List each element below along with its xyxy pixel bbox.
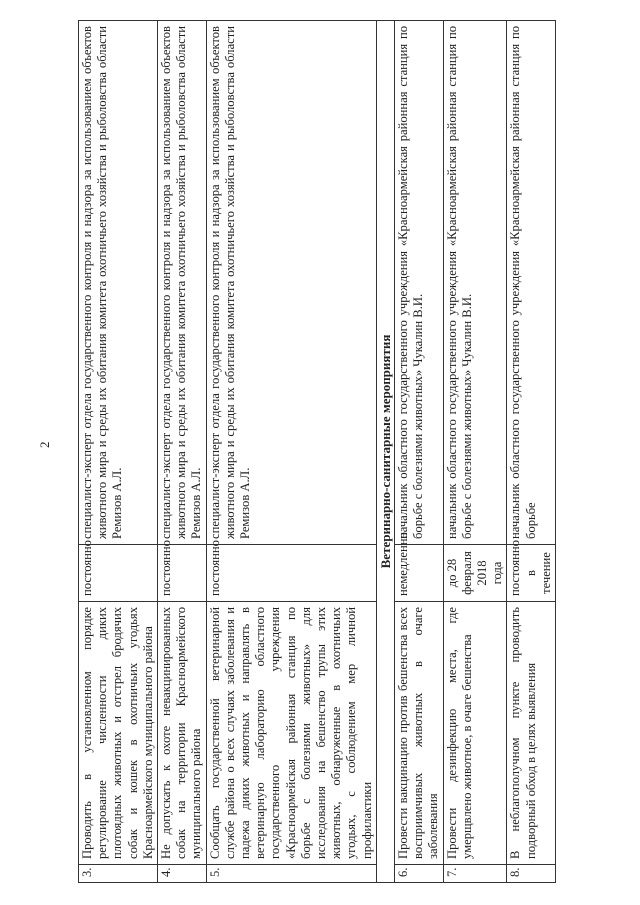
measure-term: немедленно [395,545,444,602]
page-number: 2 [37,441,52,448]
table-row [158,21,207,883]
measure-description: Проводить в установленном порядке регулирование численности диких плотоядных животных и отстрел бродячих собак и кошек в охотничьих угодьях Красноармейского муниципального района [79,602,158,865]
measure-responsible: специалист-эксперт отдела государственного контроля и надзора за использованием объектов животного мира и среды их обитания комитета охотничьего хозяйства и рыболовства области Ремизов А.Л. [158,21,207,545]
measure-description: Провести вакцинацию против бешенства всех восприимчивых животных в очаге заболевания [395,602,444,865]
measure-responsible: специалист-эксперт отдела государственного контроля и надзора за использованием объектов животного мира и среды их обитания комитета охотничьего хозяйства и рыболовства области Ремизов А.Л. [79,21,158,545]
row-number: 7. [443,865,507,883]
row-number: 3. [79,865,158,883]
measures-table [78,20,556,883]
table-row [443,21,507,883]
row-number: 5. [206,865,376,883]
measure-description: В неблагополучном пункте проводить подворный обход в целях выявления [507,602,556,865]
measure-term: постоянно в течение [507,545,556,602]
measure-term: постоянно [158,545,207,602]
measure-responsible: начальник областного государственного учреждения «Красноармейская районная станция по борьбе с болезнями животных» Чукалин В.И. [395,21,444,545]
row-number: 6. [395,865,444,883]
row-number: 8. [507,865,556,883]
measure-description: Сообщать государственной ветеринарной службе района о всех случаях заболевания и падежа диких животных и направлять в ветеринарную лабораторию областного государственного учреждения «Красноармейская районная станция по борьбе с болезнями животных» для исследования на бешенство трупы этих животных, обнаруженные в охотничьих угодьях, с соблюдением мер личной профилактики [206,602,376,865]
measure-responsible: начальник областного государственного учреждения «Красноармейская районная станция по борьбе с болезнями животных» Чукалин В.И. [443,21,507,545]
section-header-row [376,21,394,883]
measure-term: постоянно [79,545,158,602]
table-row [206,21,376,883]
table-row [395,21,444,883]
measure-responsible: начальник областного государственного учреждения «Красноармейская районная станция по борьбе [507,21,556,545]
table-row [507,21,556,883]
row-number: 4. [158,865,207,883]
table-row [79,21,158,883]
measure-description: Провести дезинфекцию места, где умерщвлено животное, в очаге бешенства [443,602,507,865]
measure-term: постоянно [206,545,376,602]
measure-term: до 28 февраля 2018 года [443,545,507,602]
section-title: Ветеринарно-санитарные мероприятия [376,21,394,883]
measure-responsible: специалист-эксперт отдела государственного контроля и надзора за использованием объектов животного мира и среды их обитания комитета охотничьего хозяйства и рыболовства области Ремизов А.Л. [206,21,376,545]
rotated-page-content [78,21,608,883]
measure-description: Не допускать к охоте невакцинированных собак на территории Красноармейского муниципального района [158,602,207,865]
